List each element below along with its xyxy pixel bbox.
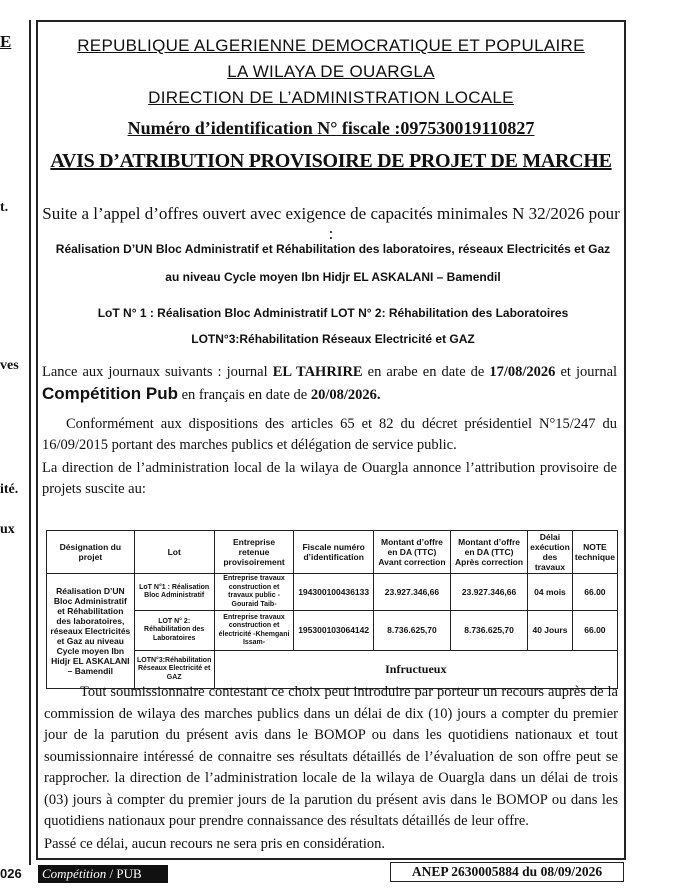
column-header: Fiscale numéro d’identification xyxy=(294,531,373,574)
tender-notice xyxy=(36,20,626,860)
subject-line: au niveau Cycle moyen Ibn Hidjr EL ASKALANI – Bamendil xyxy=(165,270,501,284)
column-header: Montant d’offre en DA (TTC) Avant correction xyxy=(373,531,450,574)
launch-text: et journal xyxy=(560,364,618,380)
fragment-text: ité. xyxy=(0,482,19,497)
fragment-text: 026 xyxy=(0,866,22,881)
fragment-text: ux xyxy=(0,522,15,537)
table-row xyxy=(47,574,618,611)
fragment-text: E xyxy=(0,32,12,51)
amount-after-cell: 8.736.625,70 xyxy=(451,611,528,651)
amount-before-cell: 8.736.625,70 xyxy=(373,611,450,651)
column-divider xyxy=(29,20,31,865)
column-header: NOTE technique xyxy=(572,531,617,574)
delay-cell: 40 Jours xyxy=(528,611,573,651)
journal-name: EL TAHRIRE xyxy=(272,364,363,380)
note-cell: 66.00 xyxy=(572,611,617,651)
header-direction: DIRECTION DE L’ADMINISTRATION LOCALE xyxy=(148,88,514,107)
results-table xyxy=(46,530,618,689)
column-header: Désignation du projet xyxy=(47,531,135,574)
column-header: Délai exécution des travaux xyxy=(528,531,573,574)
company-cell: Entreprise travaux construction et électricité -Khemgani Issam- xyxy=(214,611,294,651)
fiscal-id-cell: 194300100436133 xyxy=(294,574,373,611)
fragment-text: t. xyxy=(0,200,9,215)
announcement-paragraph: La direction de l’administration local de la wilaya de Ouargla annonce l’attribution provisoire de projets suscite au: xyxy=(42,460,617,497)
lots-line: LoT N° 1 : Réalisation Bloc Administratif LOT N° 2: Réhabilitation des Laboratoires xyxy=(97,306,569,320)
table-header-row xyxy=(47,531,618,574)
launch-text: en français en date de xyxy=(181,387,308,403)
delay-cell: 04 mois xyxy=(528,574,573,611)
adjacent-column-fragments xyxy=(0,0,28,890)
fiscal-id: Numéro d’identification N° fiscale :097530019110827 xyxy=(127,118,535,138)
column-header: Montant d’offre en DA (TTC) Après correction xyxy=(451,531,528,574)
fiscal-id-cell: 195300103064142 xyxy=(294,611,373,651)
lot-cell: LOT N° 2: Réhabilitation des Laboratoires xyxy=(134,611,214,651)
header-wilaya: LA WILAYA DE OUARGLA xyxy=(227,62,435,81)
publication-date: 17/08/2026 xyxy=(489,364,556,380)
column-header: Lot xyxy=(134,531,214,574)
column-header: Entreprise retenue provisoirement xyxy=(214,531,294,574)
company-cell: Entreprise travaux construction et travaux public -Gouraid Taib- xyxy=(214,574,294,611)
anep-reference: ANEP 2630005884 du 08/09/2026 xyxy=(390,862,624,882)
fragment-text: ves xyxy=(0,358,19,373)
project-designation: Réalisation D’UN Bloc Administratif et Réhabilitation des laboratoires, réseaux Electricités et Gaz au niveau Cycle moyen Ibn Hidjr EL ASKALANI – Bamendil xyxy=(47,574,135,689)
publication-badge xyxy=(38,865,168,883)
badge-brand: Compétition xyxy=(42,866,107,881)
journal-name: Compétition Pub xyxy=(42,384,178,403)
intro-text: Suite a l’appel d’offres ouvert avec exigence de capacités minimales N 32/2026 pour : xyxy=(42,204,620,243)
notice-title: AVIS D’ATRIBUTION PROVISOIRE DE PROJET DE MARCHE xyxy=(50,150,612,172)
amount-before-cell: 23.927.346,66 xyxy=(373,574,450,611)
launch-paragraph xyxy=(42,362,617,406)
lot-cell: LoT N°1 : Réalisation Bloc Administratif xyxy=(134,574,214,611)
header-republic: REPUBLIQUE ALGERIENNE DEMOCRATIQUE ET POPULAIRE xyxy=(77,36,585,55)
badge-suffix: / PUB xyxy=(106,866,142,881)
amount-after-cell: 23.927.346,66 xyxy=(451,574,528,611)
note-cell: 66.00 xyxy=(572,574,617,611)
closing-final-line: Passé ce délai, aucun recours ne sera pris en considération. xyxy=(44,836,386,852)
launch-text: Lance aux journaux suivants : journal xyxy=(42,364,268,380)
status-infructueux: Infructueux xyxy=(214,651,617,689)
lot-cell: LOTN°3:Réhabilitation Réseaux Electricité et GAZ xyxy=(134,651,214,689)
subject-line: Réalisation D’UN Bloc Administratif et Réhabilitation des laboratoires, réseaux Electricités et Gaz xyxy=(55,242,611,256)
lots-line: LOTN°3:Réhabilitation Réseaux Electricité et GAZ xyxy=(191,332,475,346)
closing-paragraph: Tout soumissionnaire contestant ce choix peut introduire par porteur un recours auprès de la commission de wilaya des marches publics dans un délai de dix (10) jours a compter du premier jour de la parution du présent avis dans le BOMOP ou dans les quotidiens nationaux et tout soumissionnaire intéressé de connaitre ses résultats détaillés de l’évaluation de son offre peut se rapprocher. la direction de l’administration locale de la wilaya de Ouargla dans un délai de trois (03) jours à compter du premier jours de la parution du présent avis dans le BOMOP ou dans les quotidiens nationaux pour prendre connaissance des résultats détaillés de leur offre. xyxy=(44,684,618,829)
publication-date: 20/08/2026. xyxy=(310,387,381,403)
conformement-paragraph: Conformément aux dispositions des articles 65 et 82 du décret présidentiel N°15/247 du 16/09/2015 portant des marches publics et délégation de service public. xyxy=(42,416,617,453)
launch-text: en arabe en date de xyxy=(367,364,485,380)
